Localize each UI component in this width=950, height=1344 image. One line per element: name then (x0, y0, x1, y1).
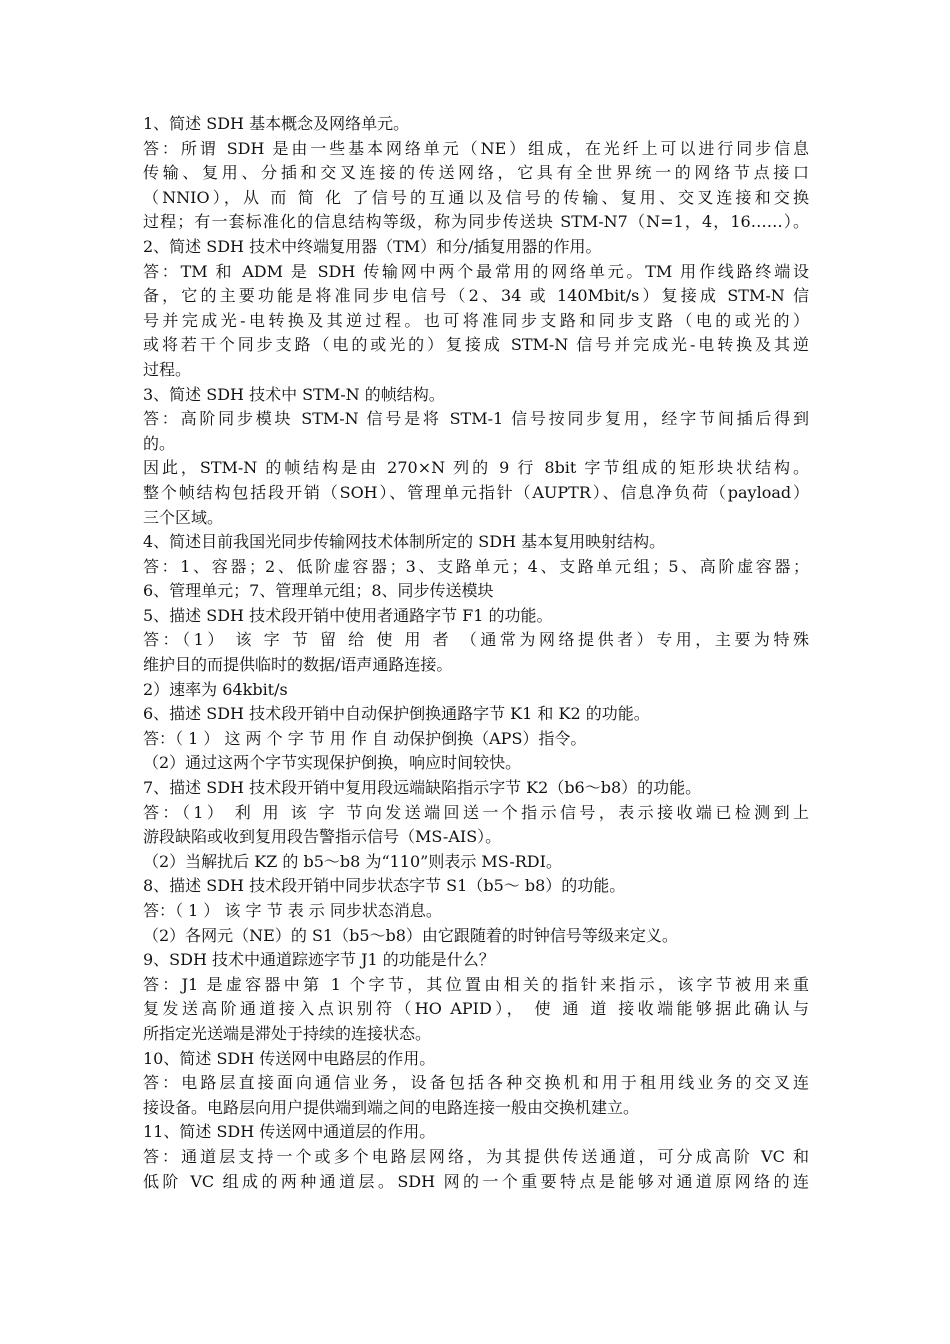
text-line: 答：TM 和 ADM 是 SDH 传输网中两个最常用的网络单元。TM 用作线路终端设 (143, 261, 809, 281)
text-line: （NNIO），从 而 简 化 了信号的互通以及信号的传输、复用、交叉连接和交换 (143, 187, 809, 207)
text-line: 8、描述 SDH 技术段开销中同步状态字节 S1（b5～ b8）的功能。 (143, 876, 626, 896)
text-line: （2）当解扰后 KZ 的 b5～b8 为“110”则表示 MS-RDI。 (143, 851, 562, 871)
text-line: 所指定光送端是滞处于持续的连接状态。 (143, 1023, 432, 1043)
text-line: 答：（1） 利 用 该 字 节向发送端回送一个指示信号，表示接收端已检测到上 (143, 802, 809, 822)
text-line: 的。 (143, 433, 176, 453)
text-line: 答：（1） 该 字 节 留 给 使 用 者 （通常为网络提供者）专用，主要为特殊 (143, 630, 809, 650)
text-line: 答：1、容器；2、低阶虚容器；3、支路单元；4、支路单元组；5、高阶虚容器； (143, 556, 809, 576)
text-line: 5、描述 SDH 技术段开销中使用者通路字节 F1 的功能。 (143, 605, 553, 625)
text-line: 11、简述 SDH 传送网中通道层的作用。 (143, 1122, 436, 1142)
text-line: 9、SDH 技术中通道踪迹字节 J1 的功能是什么？ (143, 950, 495, 970)
text-line: 三个区域。 (143, 507, 224, 527)
text-line: 游段缺陷或收到复用段告警指示信号（MS-AIS）。 (143, 827, 502, 847)
text-line: 因此，STM-N 的帧结构是由 270×N 列的 9 行 8bit 字节组成的矩形块状结构。 (143, 458, 809, 478)
text-line: 备，它的主要功能是将准同步电信号（2、34 或 140Mbit/s）复接成 STM-N 信 (143, 286, 809, 306)
text-line: （2）通过这两个字节实现保护倒换，响应时间较快。 (143, 753, 522, 773)
text-line: 过程；有一套标准化的信息结构等级，称为同步传送块 STM-N7（N=1，4，16……）。 (143, 212, 809, 232)
text-line: 维护目的而提供临时的数据/语声通路连接。 (143, 655, 453, 675)
text-line: 或将若干个同步支路（电的或光的）复接成 STM-N 信号并完成光-电转换及其逆 (143, 335, 809, 355)
text-line: 答：（ 1 ） 该 字 节 表 示 同步状态消息。 (143, 901, 442, 920)
text-line: 6、管理单元；7、管理单元组；8、同步传送模块 (143, 581, 494, 601)
text-line: 答：（ 1 ） 这 两 个 字 节 用 作 自 动保护倒换（APS）指令。 (143, 728, 587, 748)
text-line: 整个帧结构包括段开销（SOH）、管理单元指针（AUPTR）、信息净负荷（payload） (143, 482, 809, 502)
text-line: 答：所谓 SDH 是由一些基本网络单元（NE）组成，在光纤上可以进行同步信息 (143, 138, 809, 158)
text-line: 答：高阶同步模块 STM-N 信号是将 STM-1 信号按同步复用，经字节间插后得到 (143, 409, 809, 429)
text-line: 答：J1 是虚容器中第 1 个字节，其位置由相关的指针来指示，该字节被用来重 (143, 974, 809, 994)
text-line: 答：电路层直接面向通信业务，设备包括各种交换机和用于租用线业务的交叉连 (143, 1073, 809, 1093)
text-line: 1、简述 SDH 基本概念及网络单元。 (143, 114, 410, 133)
text-line: 3、简述 SDH 技术中 STM-N 的帧结构。 (143, 384, 445, 404)
document-page (143, 112, 809, 1194)
text-line: 答：通道层支持一个或多个电路层网络，为其提供传送通道，可分成高阶 VC 和 (143, 1146, 809, 1166)
text-line: 过程。 (143, 359, 192, 379)
text-line: 2、简述 SDH 技术中终端复用器（TM）和分/插复用器的作用。 (143, 236, 602, 256)
text-line: 号并完成光-电转换及其逆过程。也可将准同步支路和同步支路（电的或光的） (143, 310, 809, 330)
text-line: 7、描述 SDH 技术段开销中复用段远端缺陷指示字节 K2（b6～b8）的功能。 (143, 778, 702, 798)
text-line: 10、简述 SDH 传送网中电路层的作用。 (143, 1048, 436, 1068)
text-line: 传输、复用、分插和交叉连接的传送网络，它具有全世界统一的网络节点接口 (143, 163, 809, 183)
text-line: 复发送高阶通道接入点识别符（HO APID）， 使 通 道 接收端能够据此确认与 (143, 999, 809, 1019)
text-line: 2）速率为 64kbit/s (143, 679, 288, 699)
text-line: 6、描述 SDH 技术段开销中自动保护倒换通路字节 K1 和 K2 的功能。 (143, 704, 650, 724)
text-line: 4、简述目前我国光同步传输网技术体制所定的 SDH 基本复用映射结构。 (143, 532, 666, 552)
text-line: 低阶 VC 组成的两种通道层。SDH 网的一个重要特点是能够对通道原网络的连 (143, 1171, 809, 1191)
text-line: （2）各网元（NE）的 S1（b5～b8）由它跟随着的时钟信号等级来定义。 (143, 925, 678, 945)
text-line: 接设备。电路层向用户提供端到端之间的电路连接一般由交换机建立。 (143, 1097, 640, 1117)
